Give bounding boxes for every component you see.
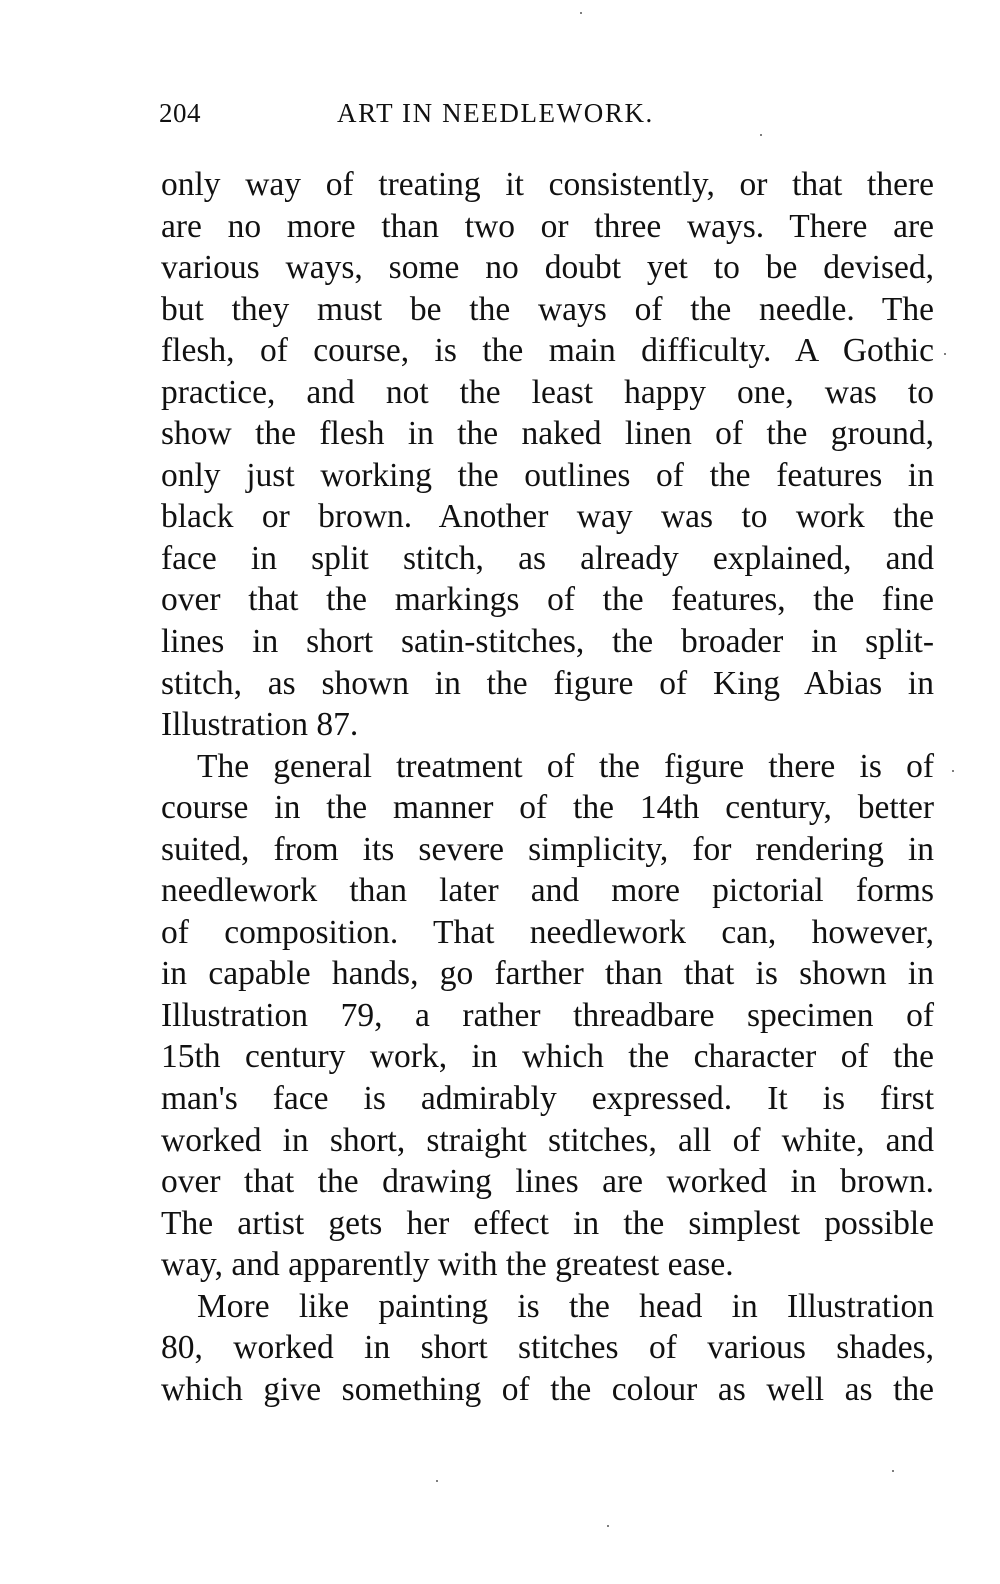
scan-speck: [607, 1525, 609, 1527]
text-line: are no more than two or three ways. There are: [161, 207, 934, 245]
page-header: [159, 98, 935, 138]
text-line: only just working the outlines of the features in: [161, 456, 934, 494]
text-line: Illustration 79, a rather threadbare specimen of: [161, 996, 934, 1034]
text-line: but they must be the ways of the needle. The: [161, 290, 934, 328]
text-line: More like painting is the head in Illustration: [197, 1287, 934, 1325]
text-line: face in split stitch, as already explained, and: [161, 539, 934, 577]
scan-speck: [944, 353, 946, 355]
text-line: which give something of the colour as well as the: [161, 1370, 934, 1408]
scan-speck: [580, 12, 582, 14]
scan-speck: [436, 1480, 438, 1482]
paragraph: [161, 164, 934, 746]
text-line: flesh, of course, is the main difficulty. A Gothic: [161, 332, 934, 370]
text-line: suited, from its severe simplicity, for rendering in: [161, 830, 934, 868]
text-line: over that the markings of the features, the fine: [161, 581, 934, 619]
text-line: 15th century work, in which the character of the: [161, 1038, 934, 1076]
paragraph: [161, 746, 934, 1286]
text-line: man's face is admirably expressed. It is first: [161, 1080, 934, 1118]
text-line: worked in short, straight stitches, all of white, and: [161, 1121, 934, 1159]
text-line: show the flesh in the naked linen of the ground,: [161, 415, 934, 453]
text-line: needlework than later and more pictorial forms: [161, 872, 934, 910]
scan-speck: [892, 1470, 894, 1472]
text-line: Illustration 87.: [161, 706, 359, 744]
text-line: stitch, as shown in the figure of King Abias in: [161, 664, 934, 702]
text-line: over that the drawing lines are worked in brown.: [161, 1163, 934, 1201]
paragraph: [161, 1286, 934, 1411]
text-line: The artist gets her effect in the simplest possible: [161, 1204, 934, 1242]
scan-speck: [952, 770, 954, 772]
text-line: in capable hands, go farther than that is shown in: [161, 955, 934, 993]
scan-speck: [760, 134, 762, 136]
text-line: 80, worked in short stitches of various shades,: [161, 1329, 934, 1367]
text-line: practice, and not the least happy one, was to: [161, 373, 934, 411]
page-number: 204: [159, 98, 201, 128]
body-text: [161, 164, 934, 1410]
text-line: only way of treating it consistently, or that there: [161, 166, 934, 203]
text-line: course in the manner of the 14th century, better: [161, 789, 934, 827]
text-line: lines in short satin-stitches, the broader in split-: [161, 623, 934, 661]
text-line: various ways, some no doubt yet to be devised,: [161, 249, 934, 287]
text-line: of composition. That needlework can, however,: [161, 913, 934, 951]
text-line: black or brown. Another way was to work the: [161, 498, 934, 536]
running-title: ART IN NEEDLEWORK.: [337, 98, 654, 128]
text-line: The general treatment of the figure there is of: [197, 747, 934, 785]
text-line: way, and apparently with the greatest ease.: [161, 1246, 734, 1284]
